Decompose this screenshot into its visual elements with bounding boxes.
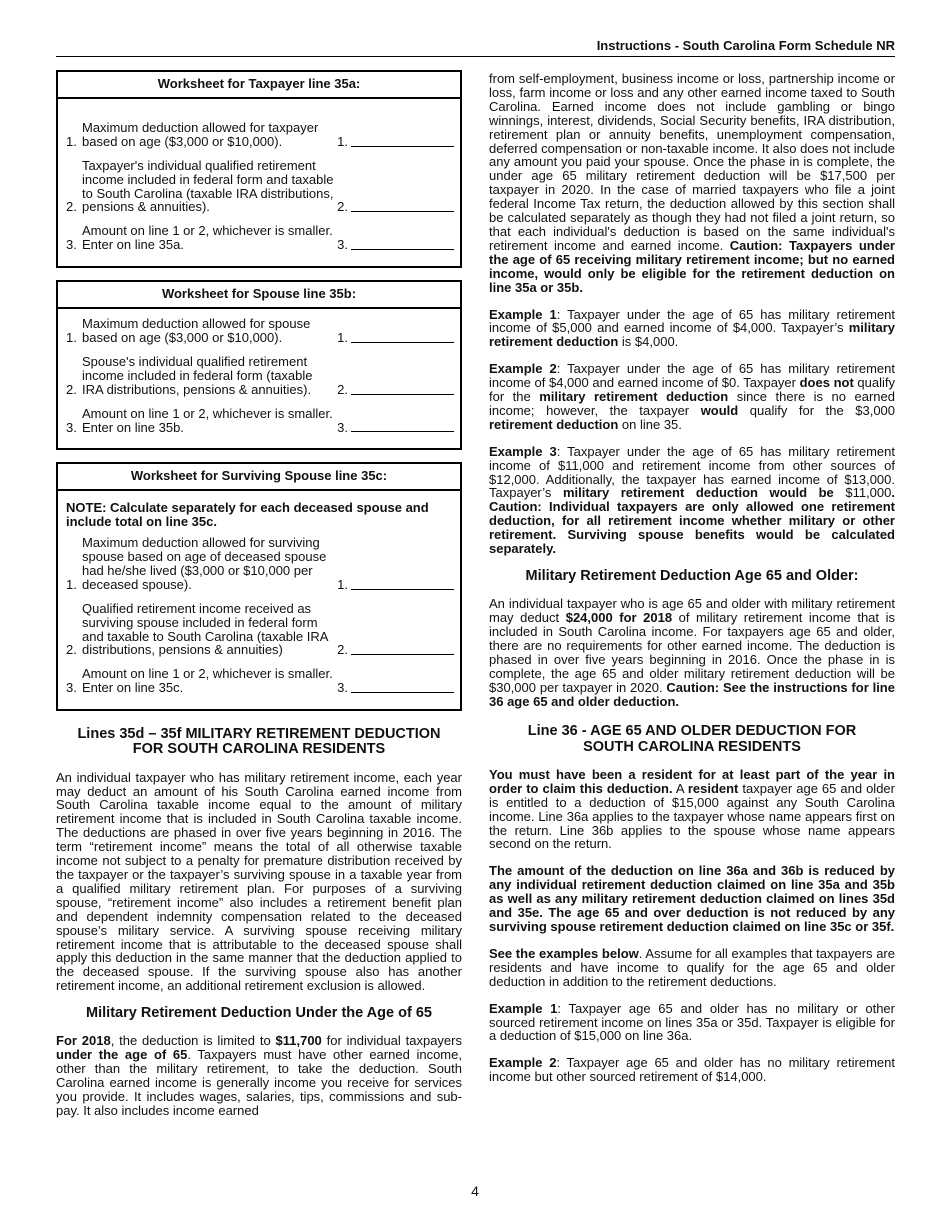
page-number: 4 <box>471 1183 479 1199</box>
age-65-military-paragraph: An individual taxpayer who is age 65 and older with military retirement may deduct $24,000 for 2018 of military retirement income that is included in South Carolina income. For taxpayers age 65 and older, there are no requirements for other earned income. The deduction is phased in over five years beginning in 2016. Once the phase in is complete, the age 65 and older military retirement deduction will be $30,000 per taxpayer in 2020. Caution: See the instructions for line 36 age 65 and older deduction. <box>489 596 895 709</box>
line-label: 2. <box>337 642 348 658</box>
item-text: Amount on line 1 or 2, whichever is smaller. Enter on line 35b. <box>82 405 333 435</box>
worksheet-row <box>64 602 454 658</box>
item-number: 1. <box>66 576 77 592</box>
item-text: Amount on line 1 or 2, whichever is smaller. Enter on line 35c. <box>82 666 333 696</box>
item-text: Spouse's individual qualified retirement income included in federal form (taxable IRA distributions, pensions & annuities). <box>82 353 313 397</box>
worksheet-row <box>64 667 454 695</box>
header-rule <box>56 56 895 57</box>
answer-blank[interactable] <box>334 643 454 657</box>
line-label: 3. <box>337 419 348 435</box>
item-number: 2. <box>66 642 77 658</box>
worksheet-title: Worksheet for Taxpayer line 35a: <box>58 72 460 99</box>
answer-blank[interactable] <box>334 420 454 434</box>
subheading-65-and-older: Military Retirement Deduction Age 65 and Older: <box>525 568 859 584</box>
line-label: 2. <box>337 199 348 215</box>
worksheet-title: Worksheet for Spouse line 35b: <box>58 282 460 309</box>
worksheet-row <box>64 536 454 592</box>
worksheet-row <box>64 159 454 215</box>
item-number: 3. <box>66 419 77 435</box>
left-column <box>56 70 462 1118</box>
answer-blank[interactable] <box>334 383 454 397</box>
answer-blank[interactable] <box>334 578 454 592</box>
worksheet-surviving-spouse-35c <box>56 462 462 711</box>
line-label: 3. <box>337 680 348 696</box>
worksheet-row <box>64 121 454 149</box>
item-text: Maximum deduction allowed for taxpayer based on age ($3,000 or $10,000). <box>82 119 319 149</box>
right-column <box>489 72 895 1084</box>
item-text: Amount on line 1 or 2, whichever is smaller. Enter on line 35a. <box>82 223 333 253</box>
item-text: Maximum deduction allowed for spouse based on age ($3,000 or $10,000). <box>82 316 311 345</box>
see-examples-paragraph: See the examples below. Assume for all examples that taxpayers are residents and have income to qualify for the age 65 and older deduction in addition to the retirement deductions. <box>489 945 895 989</box>
worksheet-row <box>64 317 454 345</box>
worksheet-note: NOTE: Calculate separately for each deceased spouse and include total on line 35c. <box>66 500 429 530</box>
item-text: Maximum deduction allowed for surviving spouse based on age of deceased spouse had he/she lived ($3,000 or $10,000 per deceased spouse). <box>82 535 327 592</box>
item-number: 2. <box>66 381 77 397</box>
answer-blank[interactable] <box>334 681 454 695</box>
worksheet-row <box>64 224 454 252</box>
section-heading-line-36: Line 36 - AGE 65 AND OLDER DEDUCTION FOR SOUTH CAROLINA RESIDENTS <box>527 723 857 755</box>
item-text: Taxpayer's individual qualified retirement income included in federal form and taxable to South Carolina (taxable IRA distributions, pensions & annuities). <box>82 157 334 215</box>
line-label: 1. <box>337 329 348 345</box>
military-retirement-paragraph: An individual taxpayer who has military retirement income, each year may deduct an amount of his South Carolina earned income from South Carolina taxable income equal to the amount of military retirement income that is included in South Carolina taxable income. The deductions are phased in over five years beginning in 2016. The term “retirement income” means the total of all otherwise taxable income not subject to a penalty for premature distribution received by the taxpayer or the taxpayer’s surviving spouse in a taxable year from a qualified military retirement plan. For purposes of a surviving spouse, “retirement income” also includes a retirement benefit plan and dependent indemnity compensation related to the deceased spouse’s military service. A surviving spouse receiving military retirement income that is attributable to the deceased spouse shall apply this deduction in the same manner that the deduction applied to the deceased spouse. If the surviving spouse also has another retirement income, an additional retirement exclusion is allowed. <box>56 769 462 994</box>
example-2-65-older: Example 2: Taxpayer age 65 and older has no military retirement income but other sourced retirement of $14,000. <box>489 1055 895 1085</box>
answer-blank[interactable] <box>334 238 454 252</box>
line-36-resident-paragraph: You must have been a resident for at least part of the year in order to claim this deduction. A resident taxpayer age 65 and older is entitled to a deduction of $15,000 against any South Carolina income. Line 36a applies to the taxpayer whose name appears first on the return. Line 36b applies to the spouse whose name appears second on the return. <box>489 766 895 852</box>
under-65-paragraph: For 2018, the deduction is limited to $11,700 for individual taxpayers under the age of 65. Taxpayers must have other earned income, other than the military retirement, to take the deduction. South Carolina earned income is generally income you receive for services you provide. It includes wages, salaries, tips, commissions and sub-pay. It also includes income earned <box>56 1033 462 1118</box>
line-label: 1. <box>337 133 348 149</box>
item-number: 1. <box>66 133 77 149</box>
answer-blank[interactable] <box>334 135 454 149</box>
section-heading-military-retirement: Lines 35d – 35f MILITARY RETIREMENT DEDUCTION FOR SOUTH CAROLINA RESIDENTS <box>77 726 441 758</box>
subheading-under-65: Military Retirement Deduction Under the Age of 65 <box>86 1005 432 1022</box>
worksheet-taxpayer-35a <box>56 70 462 268</box>
earned-income-paragraph: from self-employment, business income or loss, partnership income or loss, farm income or loss and any other earned income taxed to South Carolina. Earned income does not include gambling or bingo winnings, interest, dividends, Social Security benefits, IRA distribution, retirement plan or annuity benefits, unemployment compensation, deferred compensation or non-taxable income. It also does not include any amount you paid your spouse. Once the phase in is complete, the under age 65 military retirement deduction will be $17,500 per taxpayer in 2020. In the case of married taxpayers who file a joint federal Income Tax return, the deduction allowed by this section shall be calculated separately as though they had not filed a joint return, so that each individual's deduction is based on the same individual's retirement income and earned income. Caution: Taxpayers under the age of 65 receiving military retirement income; but no earned income, would only be eligible for the retirement deduction on line 35a or 35b. <box>489 71 895 295</box>
line-label: 3. <box>337 237 348 253</box>
worksheet-title: Worksheet for Surviving Spouse line 35c: <box>58 464 460 491</box>
item-number: 1. <box>66 329 77 345</box>
example-1-under-65: Example 1: Taxpayer under the age of 65 has military retirement income of $5,000 and earned income of $4,000. Taxpayer’s military retirement deduction is $4,000. <box>489 306 895 350</box>
example-3-under-65: Example 3: Taxpayer under the age of 65 has military retirement income of $11,000 and retirement income from other sources of $12,000. Additionally, the taxpayer has earned income of $13,000. Taxpayer’s military retirement deduction would be $11,000. Caution: Individual taxpayers are only allowed one retirement deduction, for all retirement income whether military or other retirement. Surviving spouse benefits would be calculated separately. <box>489 443 896 557</box>
answer-blank[interactable] <box>334 331 454 345</box>
item-text: Qualified retirement income received as surviving spouse included in federal form and taxable to South Carolina (taxable IRA distributions, pensions & annuities) <box>82 600 328 658</box>
item-number: 3. <box>66 237 77 253</box>
example-2-under-65: Example 2: Taxpayer under the age of 65 has military retirement income of $4,000 and earned income of $0. Taxpayer does not qualify for the military retirement deduction since there is no earned income; however, the taxpayer would qualify for the $3,000 retirement deduction on line 35. <box>489 361 896 432</box>
worksheet-row <box>64 407 454 435</box>
item-number: 2. <box>66 199 77 215</box>
example-1-65-older: Example 1: Taxpayer age 65 and older has no military or other sourced retirement income on lines 35a or 35d. Taxpayer is eligible for a deduction of $15,000 on line 36a. <box>489 1000 895 1044</box>
line-label: 1. <box>337 576 348 592</box>
item-number: 3. <box>66 680 77 696</box>
answer-blank[interactable] <box>334 200 454 214</box>
page-header: Instructions - South Carolina Form Schedule NR <box>596 38 895 53</box>
line-36-reduction-paragraph: The amount of the deduction on line 36a and 36b is reduced by any individual retirement deduction claimed on line 35a and 35b as well as any military retirement deduction claimed on lines 35d and 35e. The age 65 and over deduction is not reduced by any surviving spouse retirement deduction claimed on line 35c or 35f. <box>489 863 895 934</box>
worksheet-spouse-35b <box>56 280 462 450</box>
line-label: 2. <box>337 381 348 397</box>
worksheet-row <box>64 355 454 397</box>
